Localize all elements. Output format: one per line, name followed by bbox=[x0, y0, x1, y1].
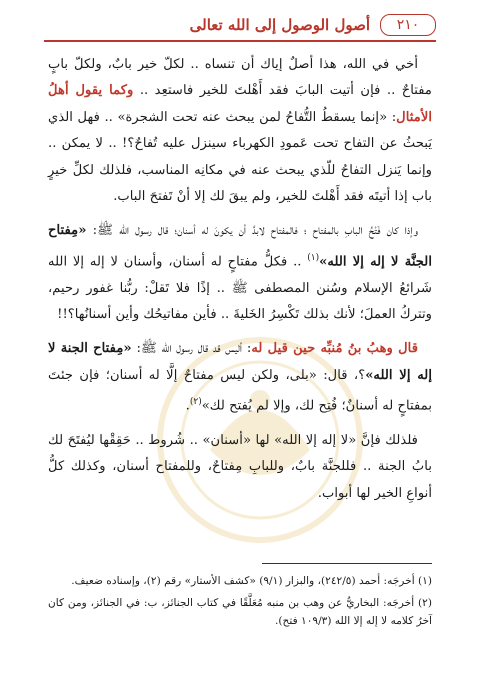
paragraph bbox=[48, 336, 432, 420]
page-number: ٢١٠ bbox=[380, 14, 436, 36]
text-segment: : أليس قد قال رسول الله ﷺ: bbox=[131, 341, 252, 357]
text-segment: وإذا كان فَتْحُ البابِ بالمفتاح ؛ فالمفتاح لابدَّ أن يكونَ له أسنان؛ قال رسول الله ﷺ: bbox=[86, 223, 418, 239]
text-segment: أخي في الله، هذا أصلٌ إياك أن تنساه .. لكلّ خير بابٌ، ولكلّ بابٍ مفتاحٌ .. فإن أتيت البابَ فقد أَهْلتَ للخير فاستعِد .. bbox=[48, 57, 432, 99]
text-segment: قال وهبُ بنُ مُنبِّه حين قيل له bbox=[251, 341, 419, 357]
page-header bbox=[44, 14, 436, 42]
text-segment: . bbox=[185, 398, 190, 414]
text-segment: «مِفتاح الجنَّة لا إله إلا الله» bbox=[48, 223, 432, 270]
text-segment: : «إنما يسقطُ التُّفاحُ لمن يبحث عنه تحت الشجرة» .. فهل الذي يَبحثُ عن التفاح تحت عَمودِ الكهرباء سينزل عليه تُفاحٌ؟! .. لا يمكن .. وإنما يَنزل التفاحُ للّذي يبحث عنه في مكانِه المناسب، فلذلك لكلِّ خيرٍ باب إذا أتيتَه فقد أَهْلتَ للخير، ولم يبقَ لك إلا أنْ تَفتحَ الباب. bbox=[48, 109, 432, 205]
paragraph bbox=[48, 428, 432, 507]
text-segment: ؟، قال: «بلى، ولكن ليس مفتاحٌ إلَّا له أسنان؛ فإن جئتَ بمفتاحٍ له أسنانٌ؛ فُتِح لك، وإلا لم يُفتح لك» bbox=[48, 367, 432, 414]
text-segment: «مِفتاح الجنة لا إله إلا الله» bbox=[48, 341, 432, 383]
running-title: أصول الوصول إلى الله تعالى bbox=[189, 16, 370, 34]
text-segment: .. فكلُّ مفتاحٍ له أسنان، وأسنان لا إله إلا الله شَرائعُ الإسلام وسُنن المصطفى ﷺ .. إذًا فلا تَقلْ: ربُّنا غفور رحيم، وتتركُ العملَ؛ لأنك بذلك تَكْسِرُ الخَليةَ .. فأين مفاتيحُك وأين أسنانُها؟!! bbox=[48, 254, 432, 323]
text-segment: فلذلك فإنَّ «لا إله إلا الله» لها «أسنان» .. شُروط .. حَقِقْها ليُفتَحَ لك بابُ الجنة .. فللجنَّة بابٌ، وللبابِ مِفتاحٌ، وللمفتاح أسنان، وكذلك كلُّ أنواعِ الخير لها أبواب. bbox=[48, 433, 432, 501]
footnote-divider bbox=[262, 563, 432, 564]
main-text bbox=[48, 52, 432, 515]
footnote-ref[interactable]: (١) bbox=[307, 252, 320, 263]
paragraph bbox=[48, 218, 432, 328]
paragraph bbox=[48, 52, 432, 210]
text-segment: وكما يقول أهلُ الأمثال bbox=[48, 83, 432, 125]
footnotes bbox=[48, 572, 432, 634]
footnote-ref[interactable]: (٢) bbox=[189, 397, 202, 408]
footnote-item: (٢) أخرجَه: البخاريُّ عن وهب بن منبه مُعَلَّقًا في كتاب الجنائز، ب: في الجنائز، ومن كان آخرُ كلامه لا إله إلا الله (١٠٩/٣ فتح). bbox=[48, 597, 432, 627]
footnote-item: (١) أخرجَه: أحمد (٢٤٢/٥)، والبزار (٩/١) «كشف الأستار» رقم (٢)، وإسناده ضعيف. bbox=[71, 575, 432, 587]
